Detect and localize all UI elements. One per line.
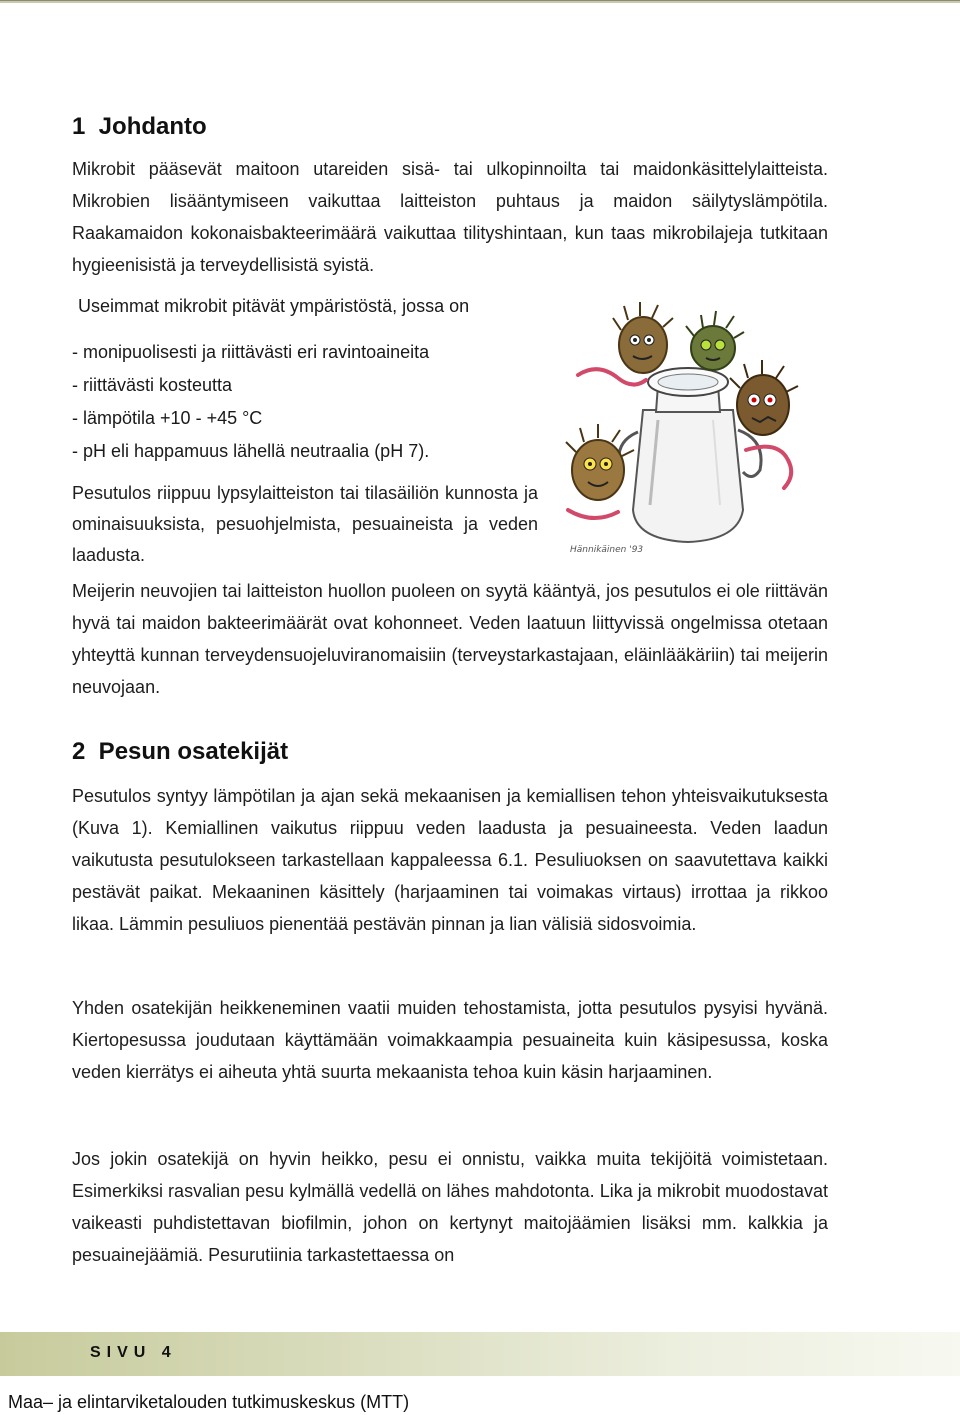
list-item: - lämpötila +10 - +45 °C	[72, 402, 429, 435]
svg-text:Hännikäinen '93: Hännikäinen '93	[570, 545, 644, 555]
section-2-paragraph: Pesutulos syntyy lämpötilan ja ajan sekä mekaanisen ja kemiallisen tehon yhteisvaikutuksesta (Kuva 1). Kemiallinen vaikutus riippuu veden laadusta ja pesuaineesta. Veden laadun vaikutusta pesutulokseen tarkastellaan kappaleessa 6.1. Pesuliuoksen on saavutettava kaikki pestävät paikat. Mekaaninen käsittely (harjaaminen tai voimakas virtaus) irrottaa ja rikkoo likaa. Lämmin pesuliuos pienentää pestävän pinnan ja lian välisiä sidosvoimia.	[72, 786, 828, 934]
service-paragraph: Meijerin neuvojien tai laitteiston huollon puoleen on syytä kääntyä, jos pesutulos ei ole riittävän hyvä tai maidon bakteerimäärät ovat kohonneet. Veden laatuun liittyvissä ongelmissa otetaan yhteyttä kunnan terveydensuojeluviranomaisiin (terveystarkastajaan, eläinlääkäriin) tai meijerin neuvojaan.	[72, 581, 828, 697]
section-1-paragraph: Mikrobit pääsevät maitoon utareiden sisä- tai ulkopinnoilta tai maidonkäsittelylaitteista. Mikrobien lisääntymiseen vaikuttaa laitteiston puhtaus ja maidon säilytyslämpötila. Raakamaidon kokonaisbakteerimäärä vaikuttaa tilityshintaan, kun taas mikrobilajeja tutkitaan hygieenisistä ja terveydellisistä syistä.	[72, 159, 828, 275]
section-2-paragraph: Jos jokin osatekijä on hyvin heikko, pesu ei onnistu, vaikka muita tekijöitä voimistetaan. Esimerkiksi rasvalian pesu kylmällä vedellä on lähes mahdotonta. Lika ja mikrobit muodostavat vaikeasti puhdistettavan biofilmin, johon on kertynyt maitojäämien lisäksi mm. kalkkia ja pesuainejäämiä. Pesurutiinia tarkastettaessa on	[72, 1149, 828, 1265]
page-number: SIVU 4	[90, 1344, 177, 1361]
conditions-list	[72, 336, 429, 468]
section-2-paragraph: Yhden osatekijän heikkeneminen vaatii muiden tehostamista, jotta pesutulos pysyisi hyvänä. Kiertopesussa joudutaan käyttämään voimakkaampia pesuaineita kuin käsipesussa, koska veden kierrätys ei aiheuta yhtä suurta mekaanista tehoa kuin käsin harjaaminen.	[72, 998, 828, 1082]
top-rule-line	[0, 0, 960, 1]
footer-organization: Maa– ja elintarviketalouden tutkimuskeskus (MTT)	[8, 1392, 410, 1412]
wrap-paragraph-text: Pesutulos riippuu lypsylaitteiston tai tilasäiliön kunnosta ja ominaisuuksista, pesuohjelmista, pesuaineista ja veden laadusta.	[72, 483, 538, 565]
section-1-heading: 1 Johdanto	[72, 113, 207, 140]
list-item: - monipuolisesti ja riittävästi eri ravintoaineita	[72, 336, 429, 369]
milk-can-illustration	[548, 300, 822, 560]
section-2-heading: 2 Pesun osatekijät	[72, 738, 289, 765]
list-item: - pH eli happamuus lähellä neutraalia (pH 7).	[72, 435, 429, 468]
conditions-intro: Useimmat mikrobit pitävät ympäristöstä, jossa on	[78, 296, 470, 316]
list-item: - riittävästi kosteutta	[72, 369, 429, 402]
wrap-paragraph	[72, 478, 538, 571]
